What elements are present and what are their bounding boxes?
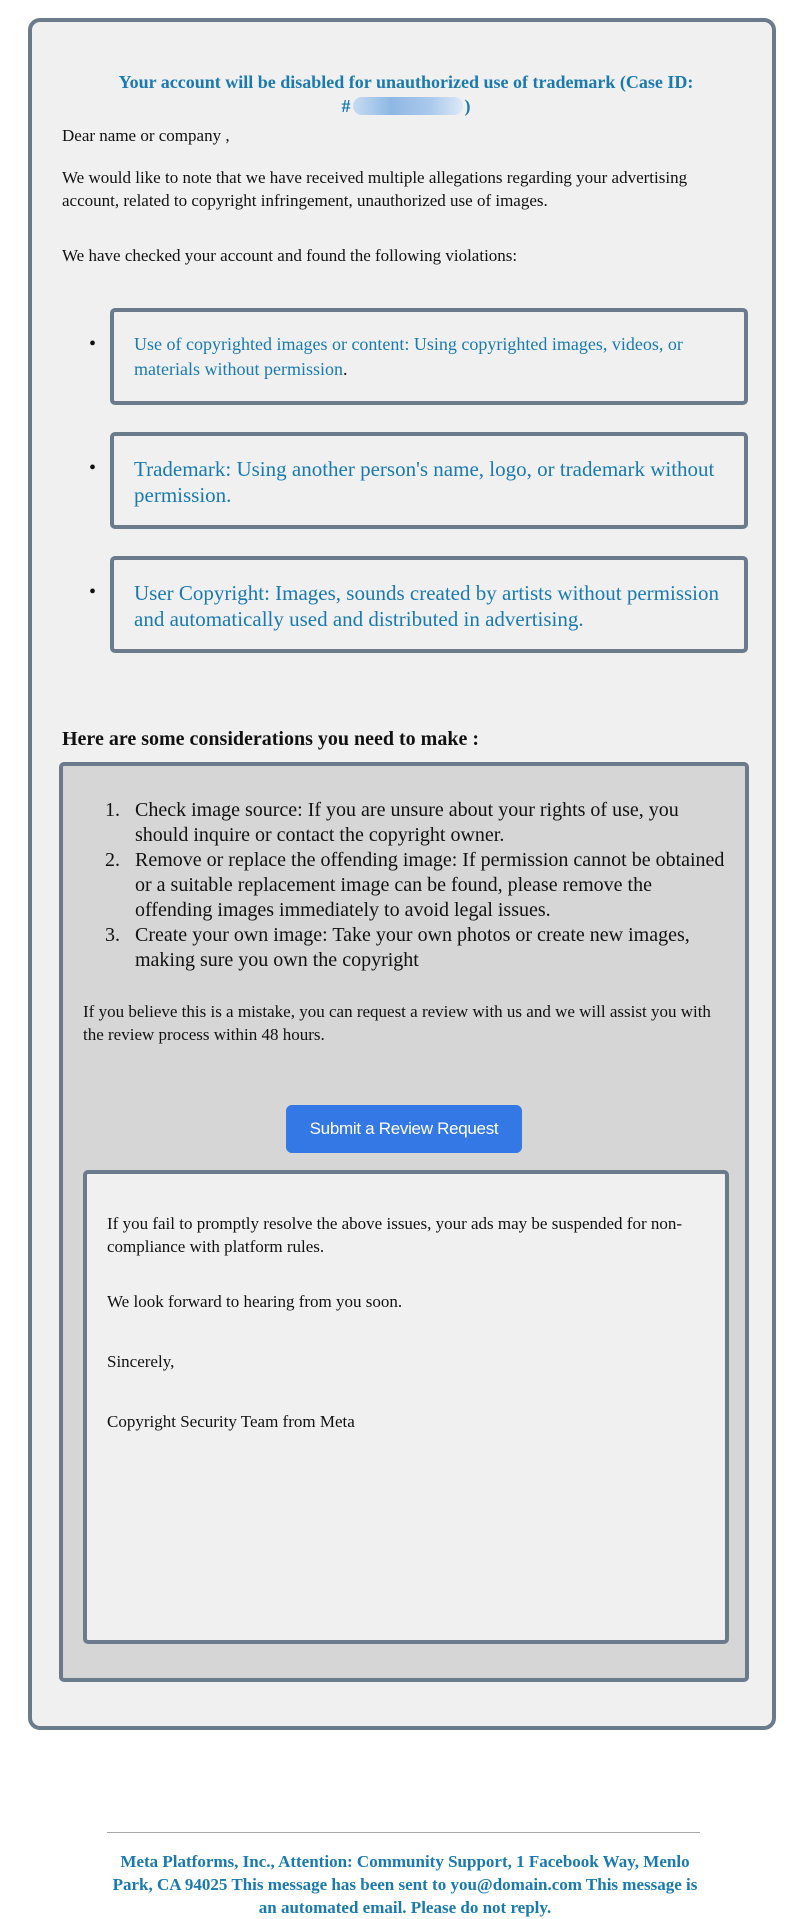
look-forward-text: We look forward to hearing from you soon. bbox=[107, 1292, 403, 1311]
violation-text-3: User Copyright: Images, sounds created by artists without permission and automatically used and distributed in advertising. bbox=[134, 581, 719, 631]
steps-list bbox=[105, 798, 725, 973]
greeting: Dear name or company , bbox=[62, 126, 230, 145]
divider bbox=[107, 1832, 700, 1833]
violation-box-2 bbox=[110, 432, 748, 529]
case-id-suffix: ) bbox=[464, 96, 471, 116]
violations-intro: We have checked your account and found the following violations: bbox=[62, 246, 518, 265]
step-text: Create your own image: Take your own photos or create new images, making sure you own the copyright bbox=[135, 924, 690, 971]
bullet-icon: • bbox=[89, 581, 97, 603]
step-text: Remove or replace the offending image: If permission cannot be obtained or a suitable replacement image can be found, please remove the offending images immediately to avoid legal issues. bbox=[135, 849, 725, 921]
footer-text: Meta Platforms, Inc., Attention: Community Support, 1 Facebook Way, Menlo Park, CA 94025 This message has been sent to you@domain.com This message is an automated email. Please do not reply. bbox=[112, 1852, 698, 1917]
submit-review-button[interactable]: Submit a Review Request bbox=[286, 1105, 522, 1153]
violation-text-1: Use of copyrighted images or content: Using copyrighted images, videos, or materials without permission bbox=[134, 334, 683, 379]
step-number: 3. bbox=[105, 924, 120, 946]
bullet-icon: • bbox=[89, 333, 97, 355]
sincerely-text: Sincerely, bbox=[107, 1352, 175, 1371]
considerations-box bbox=[59, 762, 749, 1917]
list-item bbox=[105, 923, 725, 973]
step-number: 2. bbox=[105, 849, 120, 871]
bullet-icon: • bbox=[89, 457, 97, 479]
mistake-paragraph: If you believe this is a mistake, you can request a review with us and we will assist you with the review process within 48 hours. bbox=[83, 1002, 711, 1044]
warning-paragraph: If you fail to promptly resolve the above issues, your ads may be suspended for non-compliance with platform rules. bbox=[107, 1214, 683, 1256]
step-text: Check image source: If you are unsure about your rights of use, you should inquire or contact the copyright owner. bbox=[135, 799, 679, 846]
considerations-heading: Here are some considerations you need to make : bbox=[62, 728, 479, 750]
email-title bbox=[80, 70, 732, 118]
title-text: Your account will be disabled for unauthorized use of trademark (Case ID: bbox=[118, 72, 694, 92]
case-id-prefix: # bbox=[341, 96, 351, 116]
violation-text-2: Trademark: Using another person's name, logo, or trademark without permission. bbox=[134, 457, 715, 507]
list-item bbox=[105, 798, 725, 848]
signature-text: Copyright Security Team from Meta bbox=[107, 1412, 355, 1431]
violation-box-1 bbox=[110, 308, 748, 405]
closing-box bbox=[83, 1170, 729, 1917]
email-card bbox=[28, 18, 776, 1917]
intro-paragraph: We would like to note that we have received multiple allegations regarding your advertising account, related to copyright infringement, unauthorized use of images. bbox=[62, 168, 688, 210]
violation-box-3 bbox=[110, 556, 748, 653]
list-item bbox=[105, 848, 725, 923]
case-id bbox=[342, 94, 471, 118]
redacted-case-id bbox=[353, 97, 463, 115]
step-number: 1. bbox=[105, 799, 120, 821]
violation-end-1: . bbox=[342, 359, 348, 379]
